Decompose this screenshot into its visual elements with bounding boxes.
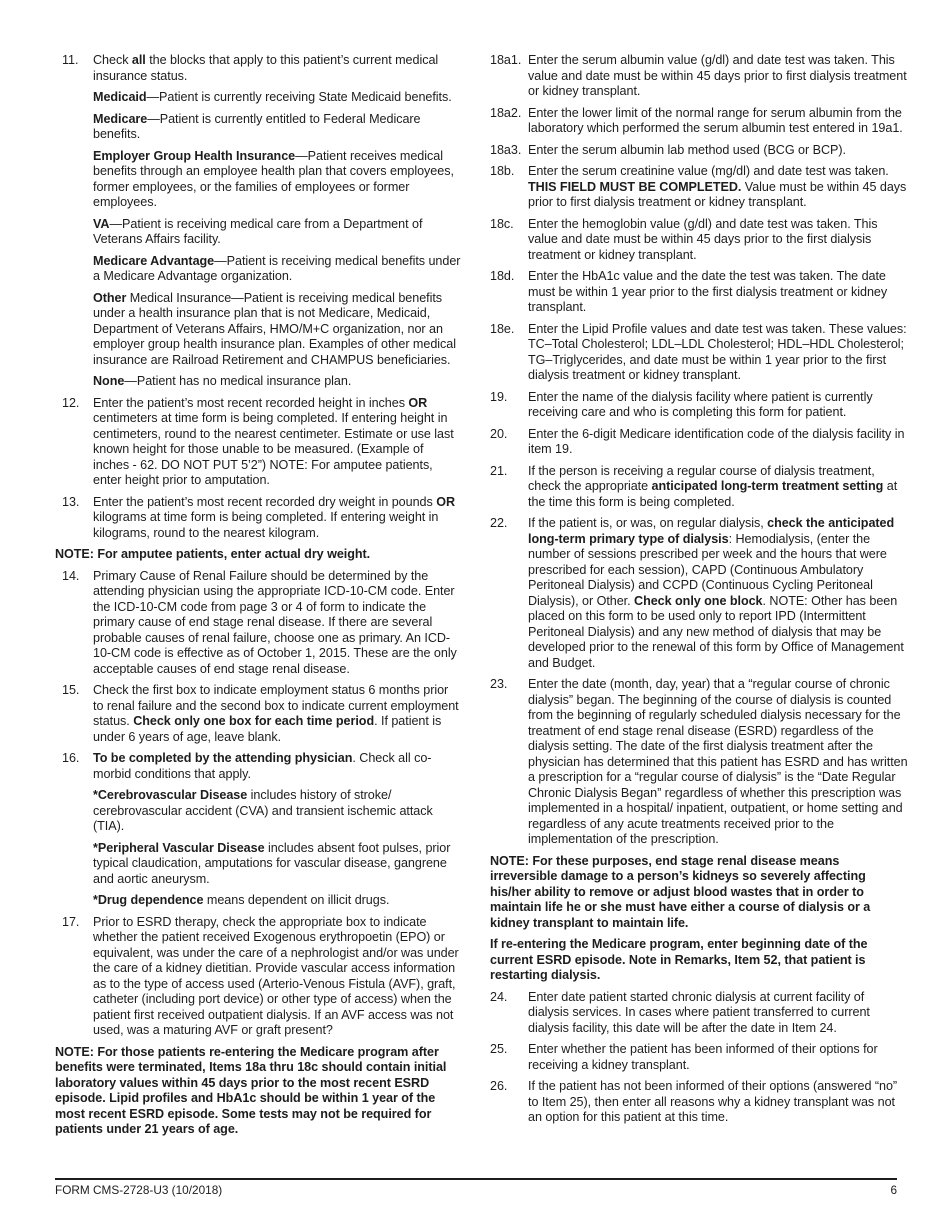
paragraph-text: Prior to ESRD therapy, check the appropriate box to indicate whether the patient received Exogenous erythropoetin (EPO) or equivalent, was under the care of a nephrologist and/or was under the care of a kidney dietitian. Provide vascular access information as to the type of access used (Arterio-Venous Fistula (AVF), graft, catheter (including port device) or other type of access) when the patient first received outpatient dialysis. If an AVF access was not used, was a maturing AVF or graft present? [93,914,459,1037]
item-number: 13. [62,494,80,509]
emphasis-text: Employer Group Health Insurance [93,148,296,163]
item-number: 21. [490,463,508,478]
paragraph-text: Enter the serum albumin lab method used (BCG or BCP). [528,142,846,157]
instruction-item-12 [55,396,462,489]
emphasis-text: NOTE: For those patients re-entering the Medicare program after benefits were terminated, Items 18a thru 18c should contain initial laboratory values within 45 days prior to the most recent ESRD episode. Lipid profiles and HbA1c should be within 1 year of the most recent ESRD episode. Some tests may not be required for patients under 21 years of age. [55,1044,447,1136]
item-number: 14. [62,568,80,583]
instruction-item-18b [490,164,908,211]
emphasis-text: NOTE: For amputee patients, enter actual dry weight. [55,547,371,561]
paragraph-text: If the person is receiving a regular course of dialysis treatment, check the appropriate anticipated long-term treatment setting at the time this form is being completed. [528,463,898,509]
instruction-item-18a1 [490,53,908,100]
paragraph-text: Medicaid—Patient is currently receiving State Medicaid benefits. [93,90,452,104]
instruction-item-13 [55,495,462,542]
item-number: 24. [490,989,508,1004]
paragraph-text: To be completed by the attending physician. Check all co-morbid conditions that apply. [93,751,432,781]
instruction-item-22 [490,516,908,671]
instruction-item-26 [490,1079,908,1126]
paragraph-text: Enter the HbA1c value and the date the test was taken. The date must be within 1 year prior to the first dialysis treatment or kidney transplant. [528,269,888,314]
item-number: 18d. [490,269,515,283]
paragraph-text [490,937,867,982]
page-number: 6 [890,1183,897,1197]
emphasis-text: If re-entering the Medicare program, enter beginning date of the current ESRD episode. Note in Remarks, Item 52, that patient is restarting dialysis. [490,937,868,982]
emphasis-text: None [93,374,125,388]
paragraph-text: Enter the date (month, day, year) that a “regular course of chronic dialysis” began. The beginning of the course of dialysis is counted from the beginning of regularly scheduled dialysis necessary for the treatment of end stage renal disease (ESRD) regardless of the dialysis setting. The date of the first dialysis treatment after the physician has determined that this patient has ESRD and has written a prescription for a “regular course of dialysis” is the “Date Regular Chronic Dialysis Began” regardless of whether this prescription was implemented in a hospital/ inpatient, outpatient, or home setting and regardless of any acute treatments received prior to the implementation of the prescription. [528,677,908,846]
paragraph-text: Enter the patient’s most recent recorded dry weight in pounds OR kilograms at time form is being completed. If entering weight in kilograms, round to the nearest kilogram. [93,494,455,540]
definition-paragraph [55,217,462,248]
definition-paragraph [55,893,462,909]
emphasis-text: NOTE: For these purposes, end stage renal disease means irreversible damage to a person’s kidneys so severely affecting his/her ability to remove or adjust blood wastes that in order to maintain life he or she must have either a course of dialysis or a kidney transplant to maintain life. [490,853,871,930]
instruction-item-24 [490,990,908,1037]
instruction-item-18e [490,322,908,384]
paragraph-text: Check the first box to indicate employment status 6 months prior to renal failure and the second box to indicate current employment status. Check only one box for each time period. If patient is under 6 years of age, leave blank. [93,683,459,744]
instruction-item-16 [55,751,462,782]
emphasis-text: Medicaid [93,90,147,104]
paragraph-text: Enter the name of the dialysis facility where patient is currently receiving care and who is completing this form for patient. [528,389,873,419]
right-column [490,53,908,1144]
instruction-item-20 [490,427,908,458]
item-number: 26. [490,1079,508,1093]
emphasis-text: all [131,53,146,67]
paragraph-text: Enter the serum creatinine value (mg/dl) and date test was taken. THIS FIELD MUST BE COMPLETED. Value must be within 45 days prior to first dialysis treatment or kidney transplant. [528,164,907,209]
paragraph-text: Check all the blocks that apply to this patient’s current medical insurance status. [93,53,439,83]
instruction-item-21 [490,464,908,511]
instruction-item-11 [55,53,462,84]
paragraph-text: *Drug dependence means dependent on illicit drugs. [93,893,390,907]
paragraph-text: Medicare—Patient is currently entitled to Federal Medicare benefits. [93,111,421,141]
emphasis-text: Other [93,290,127,305]
paragraph-text: Medicare Advantage—Patient is receiving medical benefits under a Medicare Advantage organization. [93,253,461,283]
instruction-item-14 [55,569,462,678]
item-number: 18a2. [490,105,522,120]
emphasis-text: *Peripheral Vascular Disease [93,840,265,855]
emphasis-text: To be completed by the attending physician [93,751,353,765]
paragraph-text: VA—Patient is receiving medical care from a Department of Veterans Affairs facility. [93,216,423,246]
page-footer [55,1178,897,1197]
item-number: 18e. [490,321,515,336]
paragraph-text: *Cerebrovascular Disease includes history of stroke/ cerebrovascular accident (CVA) and transient ischemic attack (TIA). [93,788,433,833]
paragraph-text: Enter the hemoglobin value (g/dl) and date test was taken. This value and date must be within 45 days prior to the first dialysis treatment or kidney transplant. [528,216,878,262]
instruction-item-25 [490,1042,908,1073]
item-number: 18c. [490,216,514,231]
note-paragraph [490,937,908,984]
note-paragraph [55,1045,462,1138]
definition-paragraph [55,112,462,143]
definition-paragraph [55,841,462,888]
instruction-item-18c [490,217,908,264]
paragraph-text: Enter the patient’s most recent recorded height in inches OR centimeters at time form is being completed. If entering height in centimeters, round to the nearest centimeter. Estimate or use last known height for those unable to be measured. (Example of inches - 62. DO NOT PUT 5’2”) NOTE: For amputee patients, enter height prior to amputation. [93,395,454,487]
emphasis-text: VA [93,216,110,231]
item-number: 11. [62,53,79,67]
paragraph-text: Other Medical Insurance—Patient is receiving medical benefits under a health insurance plan that is not Medicare, Medicaid, Department of Veterans Affairs, HMO/M+C organization, nor an employer group health insurance plan. Examples of other medical insurance are Railroad Retirement and CHAMPUS beneficiaries. [93,290,456,367]
paragraph-text [490,854,870,930]
instruction-item-17 [55,915,462,1039]
instruction-item-18d [490,269,908,316]
emphasis-text: *Drug dependence [93,893,204,907]
instruction-item-23 [490,677,908,848]
item-number: 19. [490,389,508,404]
note-paragraph [490,854,908,932]
left-column [55,53,462,1144]
emphasis-text: Medicare Advantage [93,253,215,268]
emphasis-text: check the anticipated long-term primary type of dialysis [528,516,895,546]
definition-paragraph [55,149,462,211]
item-number: 16. [62,751,80,765]
paragraph-text: Enter the Lipid Profile values and date test was taken. These values: TC–Total Cholesterol; LDL–LDL Cholesterol; HDL–HDL Cholesterol; TG–Triglycerides, and date must be within 1 year prior to the first dialysis treatment or kidney transplant. [528,321,907,382]
emphasis-text: OR [436,494,455,509]
paragraph-text [55,1045,446,1137]
paragraph-text: Enter the 6-digit Medicare identification code of the dialysis facility in item 19. [528,426,905,456]
paragraph-text: If the patient is, or was, on regular dialysis, check the anticipated long-term primary type of dialysis: Hemodialysis, (enter the number of sessions prescribed per week and the hours that were prescribed for each session), CAPD (Continuous Ambulatory Peritoneal Dialysis) and CCPD (Continuous Cycling Peritoneal Dialysis), or Other. Check only one block. NOTE: Other has been placed on this form to be used only to report IPD (Intermittent Peritoneal Dialysis) and any new method of dialysis that may be developed prior to the renewal of this form by Office of Management and Budget. [528,516,904,670]
emphasis-text: *Cerebrovascular Disease [93,788,248,802]
instruction-item-18a2 [490,106,908,137]
item-number: 15. [62,683,80,697]
paragraph-text: Enter date patient started chronic dialysis at current facility of dialysis services. In cases where patient transferred to current dialysis facility, this date will be after the date in Item 24. [528,989,870,1035]
paragraph-text: Enter whether the patient has been informed of their options for receiving a kidney transplant. [528,1042,878,1072]
item-number: 18a1. [490,53,522,67]
item-number: 20. [490,426,508,441]
item-number: 25. [490,1042,508,1056]
emphasis-text: Check only one box for each time period [133,714,375,728]
paragraph-text [55,547,370,561]
instruction-item-15 [55,683,462,745]
paragraph-text: None—Patient has no medical insurance plan. [93,374,352,388]
emphasis-text: anticipated long-term treatment setting [651,479,884,493]
paragraph-text: Employer Group Health Insurance—Patient receives medical benefits through an employee health plan that covers employees, former employees, or the families of employees or former employees. [93,148,454,209]
item-number: 12. [62,395,80,410]
emphasis-text: THIS FIELD MUST BE COMPLETED. [528,179,742,194]
item-number: 18b. [490,164,515,178]
note-paragraph [55,547,462,563]
paragraph-text: Primary Cause of Renal Failure should be determined by the attending physician using the appropriate ICD-10-CM code. Enter the ICD-10-CM code from page 3 or 4 of form to indicate the primary cause of end stage renal disease. If there are several probable causes of renal failure, choose one as primary. An ICD-10-CM code is effective as of October 1, 2015. These are the only acceptable causes of end stage renal disease. [93,568,457,676]
form-id: FORM CMS-2728-U3 (10/2018) [55,1183,223,1197]
emphasis-text: Check only one block [634,593,763,608]
item-number: 18a3. [490,142,522,157]
instructions-content [55,53,908,1144]
definition-paragraph [55,291,462,369]
definition-paragraph [55,90,462,106]
emphasis-text: Medicare [93,111,148,126]
instruction-item-18a3 [490,143,908,159]
emphasis-text: OR [408,395,428,410]
definition-paragraph [55,254,462,285]
paragraph-text: If the patient has not been informed of their options (answered “no” to Item 25), then enter all reasons why a kidney transplant was not an option for this patient at this time. [528,1079,898,1124]
item-number: 17. [62,914,80,929]
instruction-item-19 [490,390,908,421]
item-number: 23. [490,677,508,691]
paragraph-text: Enter the lower limit of the normal range for serum albumin from the laboratory which performed the serum albumin test entered in 19a1. [528,105,903,135]
definition-paragraph [55,374,462,390]
definition-paragraph [55,788,462,835]
paragraph-text: *Peripheral Vascular Disease includes absent foot pulses, prior typical claudication, amputations for vascular disease, gangrene and aortic aneurysm. [93,840,451,886]
item-number: 22. [490,516,508,530]
paragraph-text: Enter the serum albumin value (g/dl) and date test was taken. This value and date must be within 45 days prior to first dialysis treatment or kidney transplant. [528,53,907,98]
